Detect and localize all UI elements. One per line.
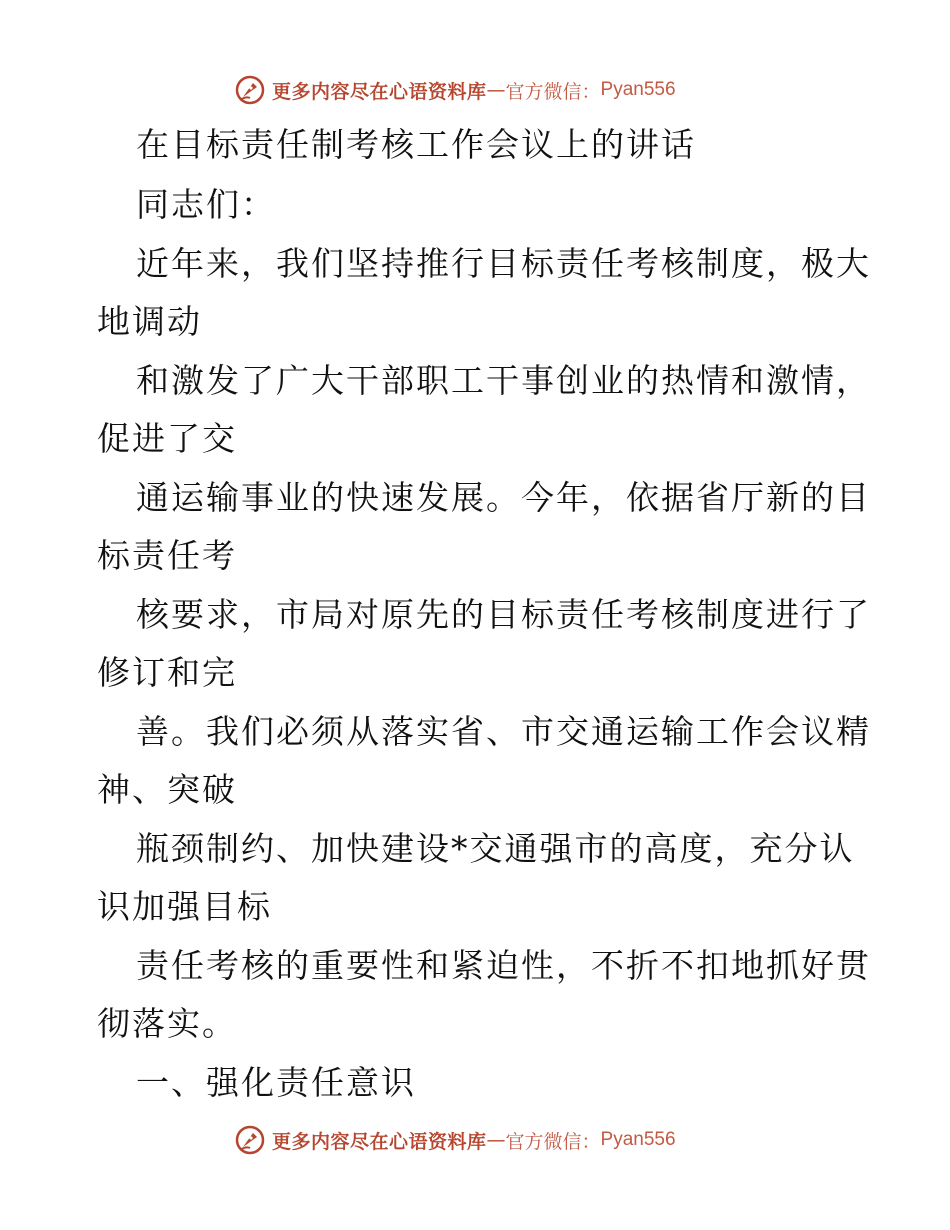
paragraph-line: 修订和完 bbox=[97, 653, 237, 692]
watermark-brand-text: 更多内容尽在心语资料库 bbox=[272, 1130, 487, 1153]
watermark-wechat-label: 官方微信： bbox=[505, 1130, 601, 1153]
paragraph-line: 地调动 bbox=[97, 302, 202, 341]
watermark-wechat-id: Pyan556 bbox=[600, 1129, 676, 1150]
paragraph-line: 核要求，市局对原先的目标责任考核制度进行了 bbox=[136, 595, 871, 634]
paragraph-line: 标责任考 bbox=[97, 536, 237, 575]
salutation: 同志们： bbox=[136, 185, 276, 224]
paragraph-line: 彻落实。 bbox=[97, 1004, 237, 1043]
pen-nib-logo-icon bbox=[234, 74, 266, 106]
paragraph-line: 瓶颈制约、加快建设*交通强市的高度，充分认 bbox=[136, 829, 855, 868]
document-title: 在目标责任制考核工作会议上的讲话 bbox=[136, 125, 696, 164]
paragraph-line: 识加强目标 bbox=[97, 887, 272, 926]
paragraph-line: 善。我们必须从落实省、市交通运输工作会议精 bbox=[136, 712, 871, 751]
paragraph-line: 促进了交 bbox=[97, 419, 237, 458]
paragraph-line: 和激发了广大干部职工干事创业的热情和激情， bbox=[136, 361, 871, 400]
watermark-wechat-id: Pyan556 bbox=[600, 79, 676, 100]
paragraph-line: 责任考核的重要性和紧迫性，不折不扣地抓好贯 bbox=[136, 946, 871, 985]
paragraph-line: 近年来，我们坚持推行目标责任考核制度，极大 bbox=[136, 244, 871, 283]
paragraph-line: 神、突破 bbox=[97, 770, 237, 809]
header-watermark bbox=[234, 72, 676, 108]
watermark-wechat-label: 官方微信： bbox=[505, 80, 601, 103]
paragraph-line: 通运输事业的快速发展。今年，依据省厅新的目 bbox=[136, 478, 871, 517]
watermark-brand-text: 更多内容尽在心语资料库 bbox=[272, 80, 487, 103]
section-heading: 一、强化责任意识 bbox=[136, 1063, 416, 1102]
footer-watermark bbox=[234, 1122, 676, 1158]
watermark-separator: — bbox=[486, 79, 506, 101]
watermark-separator: — bbox=[486, 1129, 506, 1151]
pen-nib-logo-icon bbox=[234, 1124, 266, 1156]
